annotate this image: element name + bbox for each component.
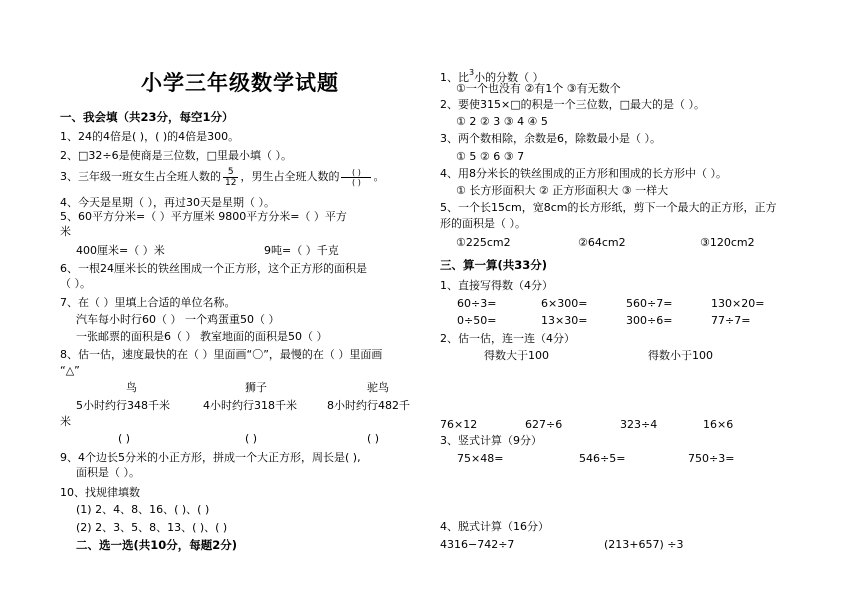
choice-4-options: ① 长方形面积大 ② 正方形面积大 ③ 一样大 [456,184,669,197]
question-6-line-1: 6、一根24厘米长的铁丝围成一个正方形，这个正方形的面积是 [60,262,367,275]
expression: 750÷3= [688,452,735,465]
question-6-line-2: （ ）。 [60,277,91,290]
speed-text: 5小时约行348千米 [76,399,170,412]
expression: 300÷6= [626,314,673,327]
question-8-line-1: 8、估一估，速度最快的在（ ）里面画“〇”，最慢的在（ ）里面画 [60,348,383,361]
speed-text: 4小时约行318千米 [203,399,297,412]
choice-5-line-1: 5、一个长15cm，宽8cm的长方形纸，剪下一个最大的正方形，正方 [440,201,777,214]
calc-4: 4、脱式计算（16分） [440,520,549,533]
expression: 13×30= [541,314,588,327]
choice-3: 3、两个数相除，余数是6，除数最小是（ ）。 [440,132,661,145]
choice-2-options: ① 2 ② 3 ③ 4 ④ 5 [456,115,548,128]
question-9-line-1: 9、4个边长5分米的小正方形，拼成一个大正方形，周长是( ), [60,451,361,464]
question-1: 1、24的4倍是( )，( )的4倍是300。 [60,130,240,143]
page-title: 小学三年级数学试题 [141,71,339,95]
expression: (213+657) ÷3 [604,538,684,551]
question-9-line-2: 面积是（ ）。 [76,466,140,479]
expression: 75×48= [457,452,504,465]
expression: 560÷7= [626,297,673,310]
calc-3: 3、竖式计算（9分） [440,434,542,447]
animal-label: 狮子 [245,381,267,394]
question-2: 2、□32÷6是使商是三位数，□里最小填（ ）。 [60,149,292,162]
choice-2: 2、要使315×□的积是一个三位数，□最大的是（ ）。 [440,98,705,111]
question-5-line-2: 米 [60,225,71,238]
section-1-heading: 一、我会填（共23分，每空1分） [60,110,234,124]
question-5-line-1: 5、60平方分米=（ ）平方厘米 9800平方分米=（ ）平方 [60,210,347,223]
question-5-line-3b: 9吨=（ ）千克 [264,244,339,257]
question-10-a: (1) 2、4、8、16、( )、( ) [76,503,210,516]
choice-3-options: ① 5 ② 6 ③ 7 [456,150,525,163]
expression: 546÷5= [579,452,626,465]
section-3-heading: 三、算一算(共33分) [440,258,548,272]
category-label: 得数小于100 [648,349,713,362]
choice-5-option: ①225cm2 [456,236,511,249]
choice-5-line-2: 形的面积是（ ）。 [440,217,526,230]
question-3: 3、三年级一班女生占全班人数的 $\frac{5}{12}$ ，男生占全班人数的 ( ) ( ) 。 [60,166,385,188]
calc-1: 1、直接写得数（4分） [440,279,553,292]
question-4: 4、今天是星期（ ），再过30天是星期（ ）。 [60,196,275,209]
question-10-b: (2) 2、3、5、8、13、( )、( ) [76,521,228,534]
expression: 130×20= [711,297,765,310]
question-7: 7、在（ ）里填上合适的单位名称。 [60,296,236,309]
calc-2: 2、估一估，连一连（4分） [440,332,575,345]
expression: 627÷6 [525,418,563,431]
answer-paren: ( ) [245,432,258,445]
expression: 77÷7= [711,314,751,327]
question-8-line-3: 米 [60,415,71,428]
fraction-5-12: $\frac{5}{12}$ [225,166,237,188]
expression: 323÷4 [620,418,658,431]
expression: 4316−742÷7 [440,538,515,551]
choice-1: 1、比$^3$小的分数（ ） [440,68,544,84]
section-2-heading: 二、选一选(共10分，每题2分) [76,538,238,552]
expression: 0÷50= [457,314,497,327]
question-8-line-2: “△” [60,364,80,377]
animal-label: 驼鸟 [367,381,389,394]
expression: 6×300= [541,297,588,310]
expression: 76×12 [440,418,478,431]
expression: 60÷3= [457,297,497,310]
question-5-line-3a: 400厘米=（ ）米 [76,244,165,257]
choice-5-option: ②64cm2 [578,236,626,249]
speed-text: 8小时约行482千 [327,399,410,412]
choice-4: 4、用8分米长的铁丝围成的正方形和围成的长方形中（ ）。 [440,167,727,180]
answer-paren: ( ) [367,432,380,445]
animal-label: 鸟 [126,381,137,394]
category-label: 得数大于100 [484,349,549,362]
question-10: 10、找规律填数 [60,486,140,499]
answer-paren: ( ) [118,432,131,445]
blank-fraction: ( ) ( ) [341,168,371,187]
choice-1-options: ①一个也没有 ②有1个 ③有无数个 [456,82,621,95]
expression: 16×6 [703,418,734,431]
choice-5-option: ③120cm2 [700,236,755,249]
question-7-a: 汽车每小时行60（ ） 一个鸡蛋重50（ ） [76,313,280,326]
question-7-b: 一张邮票的面积是6（ ） 教室地面的面积是50（ ） [76,330,328,343]
